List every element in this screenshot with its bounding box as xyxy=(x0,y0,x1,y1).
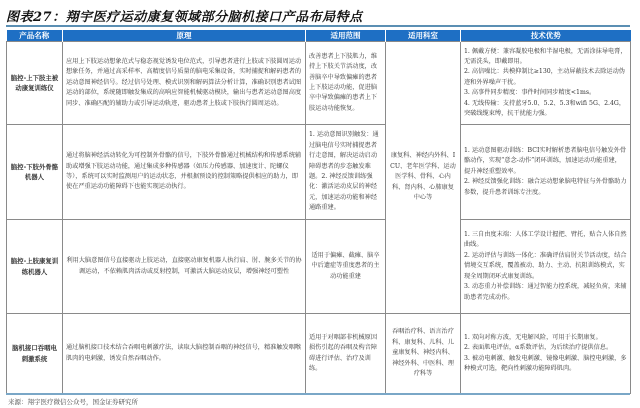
advantage-item: 2. 高信噪比：共模抑制比≥130，主动屏蔽技术去除运动伪迹和外界噪声干扰。 xyxy=(464,68,625,86)
product-advantages xyxy=(461,42,631,125)
product-principle: 应用上下肢运动想象范式与稳态视觉诱发电位范式，引导患者进行上肢或下肢圆周运动想象任务，并通过高采样率、高精度信号质量的脑电采集设备，实时捕捉和解码患者的运动意图神经信号。经过信号处理、模式识别和解码算法分析计算，准确识别患者试图运动的部位，系统随即触发集成的高响应智能机械驱动模块，输出与患者运动意图高度同步、准确匹配的辅助力或引导运动轨迹，驱动患者上肢或下肢执行圆周运动。 xyxy=(63,42,306,125)
table-row xyxy=(7,42,631,125)
product-scope: 适用于偏瘫、截瘫、脑卒中后遗症等重度患者的主动功能重建 xyxy=(306,220,386,314)
header-product-name: 产品名称 xyxy=(7,30,63,42)
advantage-item: 4. 无线传输：支持蓝牙5.0、5.2、5.3和wifi 5G、2.4G，突破线缆束缚，抗干扰能力强。 xyxy=(464,99,626,118)
advantage-item: 1. 佩戴方便：兼容凝胶电极和半湿电极，无需涂抹导电膏，无需洗头，即戴即用。 xyxy=(464,47,627,65)
title-divider xyxy=(6,25,630,27)
header-advantages: 技术优势 xyxy=(461,30,631,42)
product-principle: 通过将脑神经活动转化为可控制外骨骼的信号，下肢外骨骼通过机械结构和传感系统辅助或增强下肢运动功能，通过集成多种传感器（如压力传感器、加速度计、陀螺仪等），系统可以实时监测用户的运动状态，并根据预设的控制策略提供相应的助力，即使在严重运动功能障碍下也能实现运动执行。 xyxy=(63,125,306,220)
advantage-item: 1. 双向对称方波，无电解风险，可用于长期康复。 xyxy=(464,333,602,341)
product-advantages xyxy=(461,220,631,314)
advantage-item: 1. 运动意图驱动训练：BCI实时解析患者脑电信号触发外骨骼动作，实现“意念-动作”闭环训练，加速运动功能重建，提升神经重塑效率。 xyxy=(464,146,627,175)
product-advantages xyxy=(461,125,631,220)
table-row xyxy=(7,220,631,314)
header-principle: 原理 xyxy=(63,30,306,42)
advantage-item: 2. 表面肌电评估，α系数评估，为后续治疗提供信息。 xyxy=(464,344,613,352)
product-name: 脑控-下肢外骨骼机器人 xyxy=(7,125,63,220)
source-note: 来源：翔宇医疗微信公众号，国金证券研究所 xyxy=(8,398,138,406)
product-department: 吞咽治疗科、语言治疗科、康复科、儿科、儿童康复科、神经内科、神经外科、中医科、理疗科等 xyxy=(386,314,461,394)
advantage-item: 3. 高事件同步精度：事件时间同步精度<1ms。 xyxy=(464,89,596,97)
product-scope: 适用于对咽部非机械原因损伤引起的吞咽及构音障碍进行评估、治疗及训练。 xyxy=(306,314,386,394)
advantage-item: 3. 动态重力补偿训练：通过智能力控系统，减轻负荷，来辅助患者完成动作。 xyxy=(464,283,627,301)
product-table xyxy=(6,30,631,394)
table-row xyxy=(7,125,631,220)
figure-title: 图表27：翔宇医疗运动康复领域部分脑机接口产品布局特点 xyxy=(6,10,363,25)
product-name: 脑控-上下肢主被动康复训练仪 xyxy=(7,42,63,125)
product-name: 脑控-上肢康复训练机器人 xyxy=(7,220,63,314)
advantage-item: 2. 神经反馈强化训练：融合运动想象脑电特征与外骨骼助力参数，提升患者训练专注度。 xyxy=(464,178,627,196)
advantage-item: 2. 运动评估与训练一体化：准确评估肩肘关节活动度，结合情境交互系统，覆盖被动、助力、主动、抗阻训练模式，实现全周期闭环式康复训练。 xyxy=(464,251,627,280)
header-department: 适用科室 xyxy=(386,30,461,42)
advantage-item: 1. 三自由度末端：人体工学设计握把、臂托，贴合人体自然曲线。 xyxy=(464,231,627,249)
shared-department: 康复科、神经内外科、ICU、老年医学科、运动医学科、骨科、心内科、肾内科、心肺康复中心等 xyxy=(386,42,461,314)
product-name: 脑机接口吞咽电刺激系统 xyxy=(7,314,63,394)
table-header-row xyxy=(7,30,631,42)
product-scope: 改善患者上下肢肌力，维持上下肢关节活动度，改善脑卒中导致偏瘫的患者上下肢运动功能，促进脑卒中导致偏瘫的患者上下肢运动功能恢复。 xyxy=(306,42,386,125)
advantage-item: 3. 被动电刺激、触发电刺激、镜像电刺激、脑控电刺激，多种模式可选，靶向性刺激功能障碍肌肉。 xyxy=(464,354,627,372)
product-advantages xyxy=(461,314,631,394)
header-scope: 适用范围 xyxy=(306,30,386,42)
product-principle: 通过脑机接口技术结合吞咽电刺激疗法，读取大脑控制吞咽的神经信号，精准触发咽喉肌肉的电刺激，诱发自然吞咽动作。 xyxy=(63,314,306,394)
table-row xyxy=(7,314,631,394)
product-scope: 1. 运动意图识别触发：通过脑电信号实时捕捉患者行走意图，解决运动启动障碍患者的步态触发难题。2. 神经反馈训练强化：激活运动皮层的神经元，加速运动功能和神经通路重建。 xyxy=(306,125,386,220)
product-principle: 利用大脑意图信号直接驱动上肢运动，直接驱动康复机器人执行肩、肘、腕多关节的协调运动，不依赖肌肉活动或反射控制，可激活大脑运动皮层，增强神经可塑性 xyxy=(63,220,306,314)
footer-divider xyxy=(6,393,630,395)
